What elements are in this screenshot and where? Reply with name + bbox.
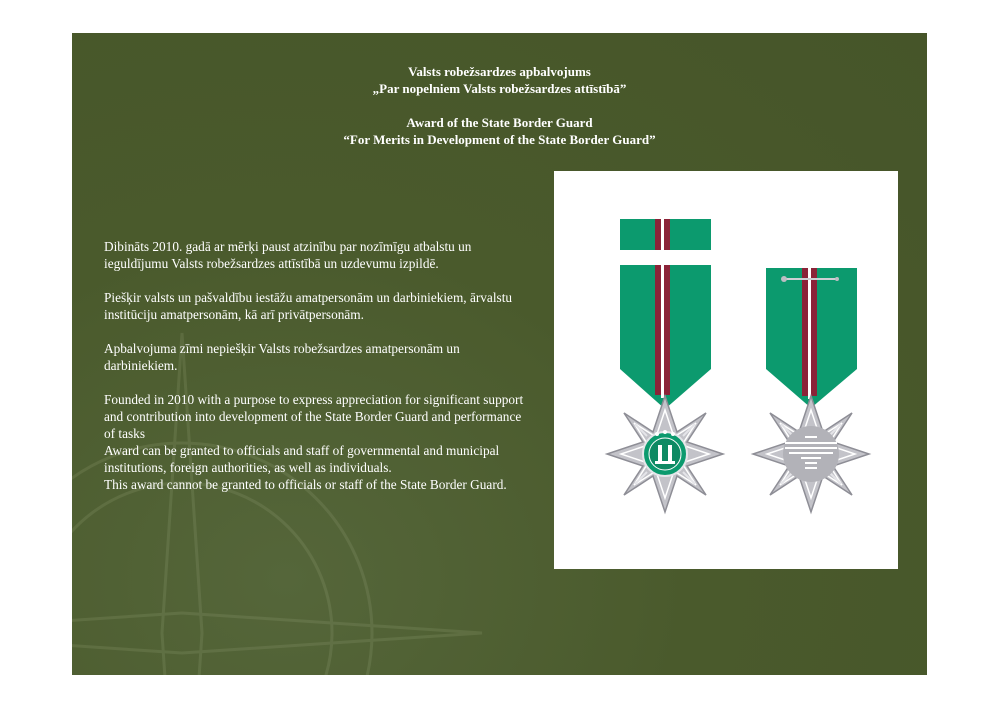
en-paragraph-3: This award cannot be granted to officials or staff of the State Border Guard. (104, 477, 507, 492)
title-lv-line1: Valsts robežsardzes apbalvojums (408, 64, 591, 79)
medal-image-panel (554, 171, 898, 569)
title-en-line2: “For Merits in Development of the State Border Guard” (343, 132, 656, 147)
back-ribbon (766, 268, 857, 408)
back-medal (753, 396, 869, 512)
lv-paragraph-1: Dibināts 2010. gadā ar mērķi paust atzinību par nozīmīgu atbalstu un ieguldījumu Valsts robežsardzes attīstībā un uzdevumu izpildē. (104, 239, 472, 271)
lv-paragraph-2: Piešķir valsts un pašvaldību iestāžu amatpersonām un darbiniekiem, ārvalstu institūciju amatpersonām, kā arī privātpersonām. (104, 290, 513, 322)
en-paragraph-1: Founded in 2010 with a purpose to express appreciation for significant support and contribution into development of the State Border Guard and performance of tasks (104, 392, 524, 441)
medal-illustration (554, 171, 898, 569)
front-medal (607, 396, 723, 512)
title-block (72, 63, 927, 148)
title-lv-line2: „Par nopelniem Valsts robežsardzes attīstībā” (372, 81, 627, 96)
description-text (104, 238, 524, 493)
en-paragraph-2: Award can be granted to officials and staff of governmental and municipal institutions, foreign authorities, as well as individuals. (104, 443, 500, 475)
slide (72, 33, 927, 675)
title-en-line1: Award of the State Border Guard (406, 115, 593, 130)
lv-paragraph-3: Apbalvojuma zīmi nepiešķir Valsts robežsardzes amatpersonām un darbiniekiem. (104, 341, 460, 373)
front-ribbon (620, 265, 711, 409)
ribbon-bar (620, 219, 711, 250)
